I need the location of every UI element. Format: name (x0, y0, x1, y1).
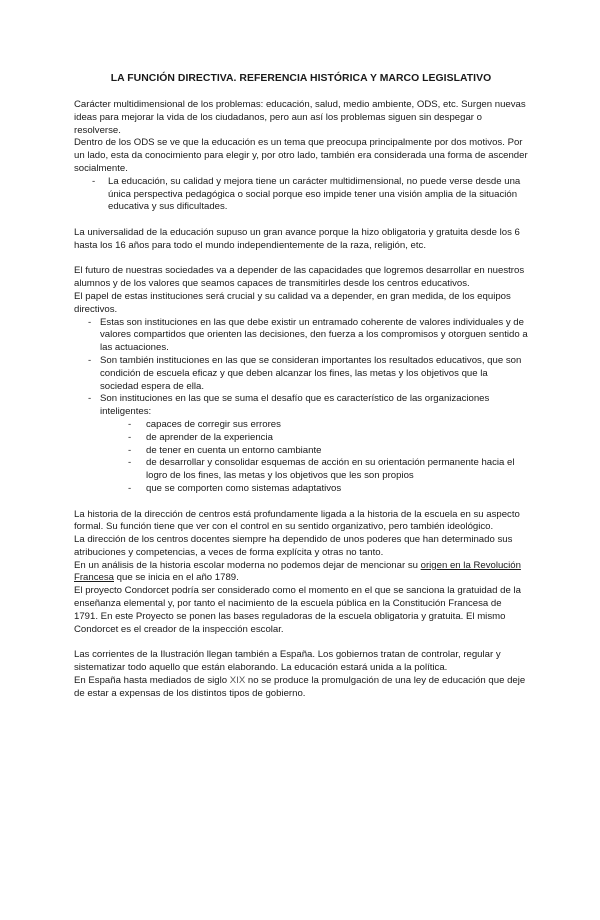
list-item (74, 393, 528, 495)
origen-link[interactable]: origen en la Revolución Francesa (74, 559, 521, 584)
sub-list-item: - de aprender de la experiencia (74, 432, 528, 445)
bullet-list-instituciones (74, 317, 528, 496)
paragraph-universalidad: La universalidad de la educación supuso un gran avance porque la hizo obligatoria y gratuita desde los 6 hasta los 16 años para todo el mundo independientemente de la raza, religión, etc. (74, 226, 520, 251)
paragraph-direccion: La dirección de los centros docentes siempre ha dependido de unos poderes que han determinado sus atribuciones y competencias, a veces de forma explícita y otras no tanto. (74, 534, 513, 558)
paragraph-ilustracion: Las corrientes de la Ilustración llegan también a España. Los gobiernos tratan de controlar, regular y sistematizar todo aquello que están elaborando. La educación estará unida a la política. (74, 649, 501, 674)
sub-list-item: - de tener en cuenta un entorno cambiante (74, 445, 528, 458)
sub-list-item: - que se comporten como sistemas adaptativos (74, 483, 528, 496)
list-item-text: Son instituciones en las que se suma el desafío que es característico de las organizaciones inteligentes: (100, 393, 490, 418)
paragraph-historia: La historia de la dirección de centros está profundamente ligada a la historia de la escuela en su aspecto formal. Su función tiene que ver con el control en su sentido organizativo, pero también ideológico. (74, 508, 520, 533)
paragraph-papel: El papel de estas instituciones será crucial y su calidad va a depender, en gran medida, de los equipos directivos. (74, 290, 511, 315)
sub-bullet-list (74, 419, 528, 496)
list-item: - Estas son instituciones en las que debe existir un entramado coherente de valores individuales y de valores compartidos que orienten las decisiones, den fuerza a los compromisos y otorguen sentido a las actuaciones. (74, 317, 528, 355)
document-page (0, 72, 600, 920)
paragraph-multidimensional: Carácter multidimensional de los problemas: educación, salud, medio ambiente, ODS, etc. Surgen nuevas ideas para mejorar la vida de los ciudadanos, pero aun así los problemas siguen sin despegar o resolverse. (74, 99, 526, 136)
paragraph-analisis: En un análisis de la historia escolar moderna no podemos dejar de mencionar su origen en la Revolución Francesa que se inicia en el año 1789. (74, 559, 521, 584)
paragraph-futuro: El futuro de nuestras sociedades va a depender de las capacidades que logremos desarrollar en nuestros alumnos y de los valores que seamos capaces de transmitirles desde los centros educativos. (74, 265, 525, 290)
bullet-list-education (74, 176, 528, 214)
document-title: LA FUNCIÓN DIRECTIVA. REFERENCIA HISTÓRICA Y MARCO LEGISLATIVO (110, 73, 492, 84)
paragraph-condorcet: El proyecto Condorcet podría ser considerado como el momento en el que se sanciona la gratuidad de la enseñanza elemental y, por tanto el nacimiento de la escuela pública en la Constitución Francesa de 1791. En este Proyecto se ponen las bases reguladoras de la escuela obligatoria y gratuita. El mismo Condorcet es el creador de la inspección escolar. (74, 585, 521, 635)
list-item: - La educación, su calidad y mejora tiene un carácter multidimensional, no puede verse desde una única perspectiva pedagógica o social porque eso impide tener una visión amplia de la situación educativa y sus dificultades. (74, 176, 528, 214)
sub-list-item: - de desarrollar y consolidar esquemas de acción en su orientación permanente hacia el logro de los fines, las metas y los objetivos que les son propios (74, 457, 528, 483)
century-numeral: XIX (229, 674, 246, 686)
paragraph-ods: Dentro de los ODS se ve que la educación es un tema que preocupa principalmente por dos motivos. Por un lado, esta da conocimiento para elegir y, por otro lado, también era considerada una forma de ascender socialmente. (74, 137, 528, 174)
list-item: - Son también instituciones en las que se consideran importantes los resultados educativos, que son condición de escuela eficaz y que deben alcanzar los fines, las metas y los objetivos que la sociedad espera de ella. (74, 355, 528, 393)
paragraph-espana: En España hasta mediados de siglo XIX no se produce la promulgación de una ley de educación que deje de estar a expensas de los distintos tipos de gobierno. (74, 674, 526, 699)
sub-list-item: - capaces de corregir sus errores (74, 419, 528, 432)
